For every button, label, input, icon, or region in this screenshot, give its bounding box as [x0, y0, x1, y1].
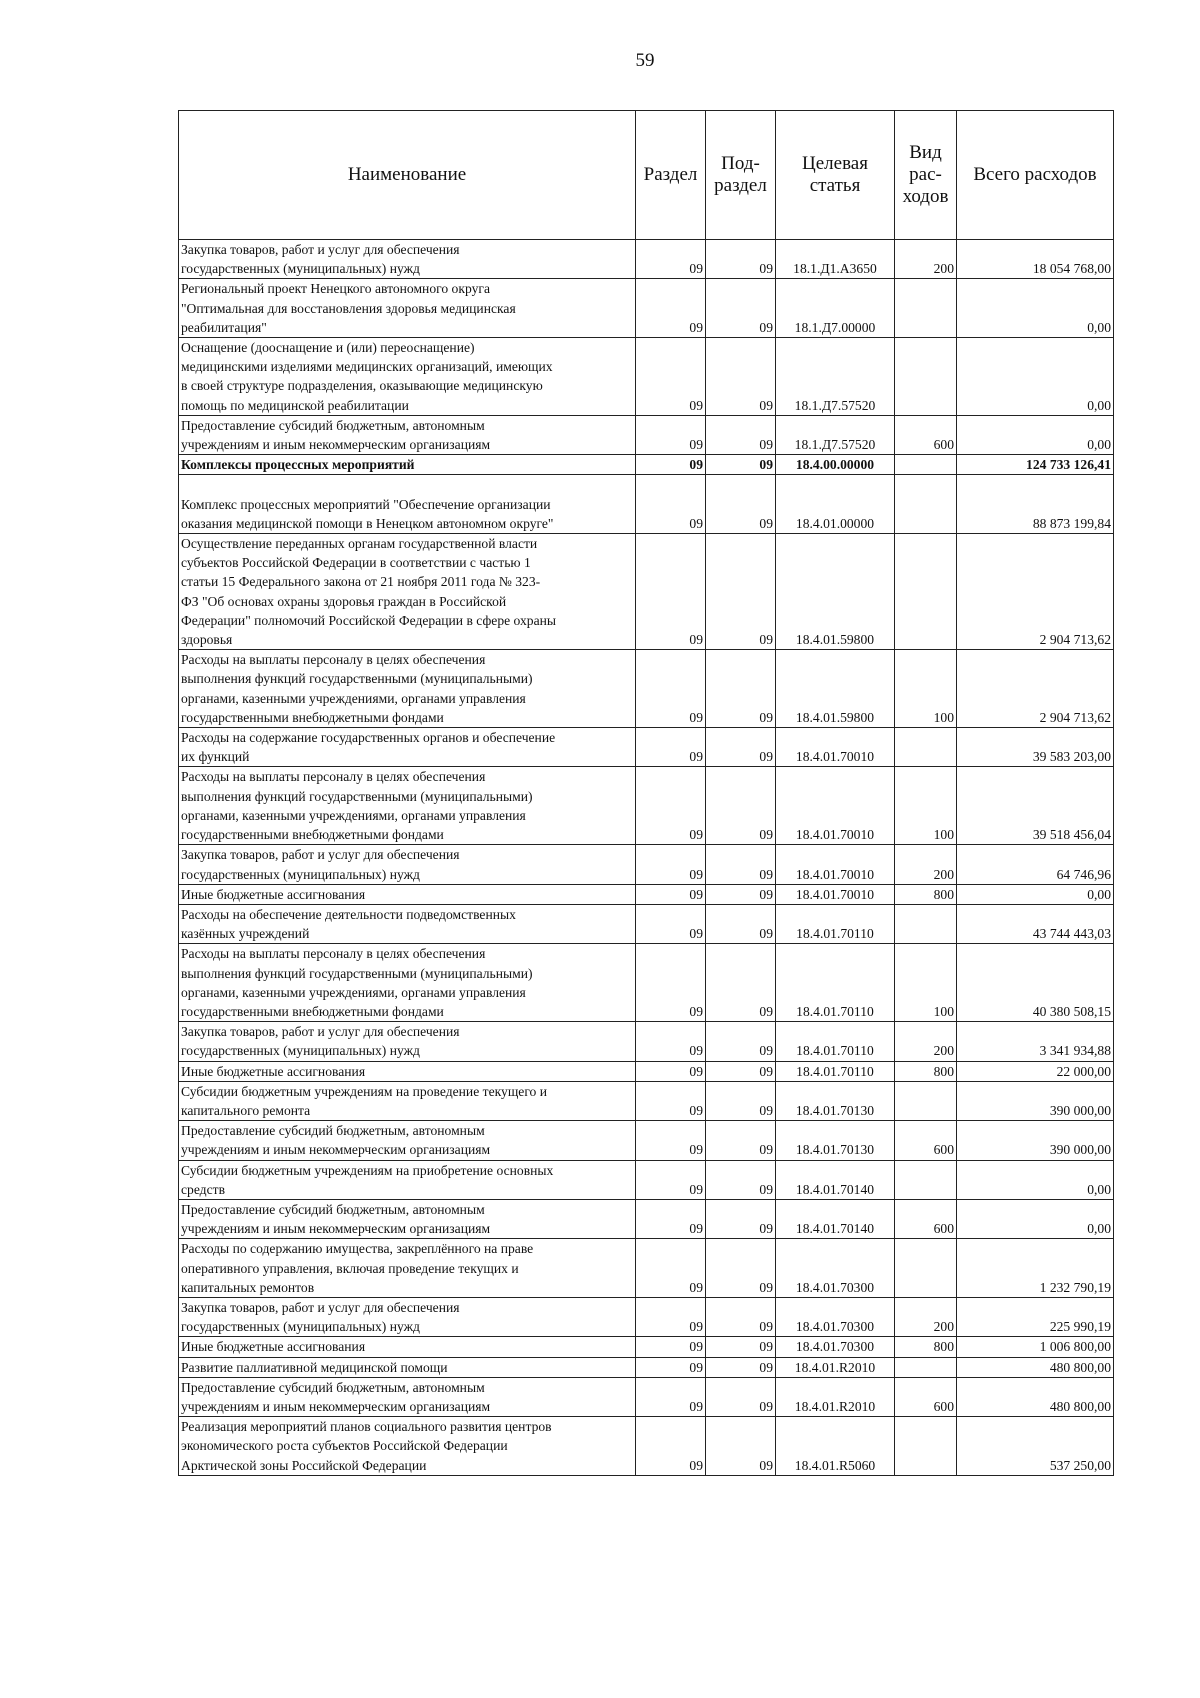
row-section-cell: 09: [636, 1417, 706, 1476]
row-total-cell: 480 800,00: [957, 1377, 1114, 1416]
row-subsection-cell: 09: [706, 845, 776, 884]
row-subsection-cell: 09: [706, 767, 776, 845]
table-row: [179, 1160, 1114, 1199]
row-subsection-cell: 09: [706, 534, 776, 650]
table-row: [179, 240, 1114, 279]
table-row: [179, 944, 1114, 1022]
row-total-cell: 0,00: [957, 338, 1114, 416]
row-expense-type-cell: 100: [895, 944, 957, 1022]
row-total-cell: 2 904 713,62: [957, 650, 1114, 728]
table-row: [179, 845, 1114, 884]
row-expense-type-cell: 800: [895, 1061, 957, 1081]
row-expense-type-cell: 800: [895, 884, 957, 904]
table-row: [179, 279, 1114, 338]
row-section-cell: 09: [636, 767, 706, 845]
row-total-cell: 537 250,00: [957, 1417, 1114, 1476]
row-total-cell: 64 746,96: [957, 845, 1114, 884]
row-subsection-cell: 09: [706, 1357, 776, 1377]
row-target-article-cell: 18.1.Д7.00000: [776, 279, 895, 338]
row-target-article-cell: 18.1.Д7.57520: [776, 338, 895, 416]
row-name-cell: Закупка товаров, работ и услуг для обеспечения государственных (муниципальных) нужд: [179, 1297, 636, 1336]
row-expense-type-cell: 600: [895, 1377, 957, 1416]
table-row: [179, 1081, 1114, 1120]
row-section-cell: 09: [636, 1337, 706, 1357]
header-expense-type: Вид рас- ходов: [895, 111, 957, 240]
row-name-cell: Иные бюджетные ассигнования: [179, 884, 636, 904]
row-subsection-cell: 09: [706, 415, 776, 454]
row-section-cell: 09: [636, 1357, 706, 1377]
row-expense-type-cell: [895, 1357, 957, 1377]
row-expense-type-cell: [895, 455, 957, 475]
row-target-article-cell: 18.4.01.00000: [776, 475, 895, 534]
row-subsection-cell: 09: [706, 1061, 776, 1081]
row-total-cell: 40 380 508,15: [957, 944, 1114, 1022]
row-total-cell: 0,00: [957, 1160, 1114, 1199]
row-target-article-cell: 18.4.01.70010: [776, 767, 895, 845]
row-expense-type-cell: 200: [895, 845, 957, 884]
row-name-cell: Расходы по содержанию имущества, закреплённого на праве оперативного управления, включая проведение текущих и капитальных ремонтов: [179, 1239, 636, 1298]
row-section-cell: 09: [636, 534, 706, 650]
table-row: [179, 1357, 1114, 1377]
row-subsection-cell: 09: [706, 904, 776, 943]
row-target-article-cell: 18.4.01.70140: [776, 1160, 895, 1199]
row-subsection-cell: 09: [706, 240, 776, 279]
header-target-article: Целевая статья: [776, 111, 895, 240]
row-expense-type-cell: [895, 1239, 957, 1298]
row-subsection-cell: 09: [706, 1239, 776, 1298]
row-subsection-cell: 09: [706, 1199, 776, 1238]
row-total-cell: 1 232 790,19: [957, 1239, 1114, 1298]
table-row: [179, 884, 1114, 904]
table-row: [179, 1337, 1114, 1357]
row-subsection-cell: 09: [706, 944, 776, 1022]
row-section-cell: 09: [636, 1239, 706, 1298]
table-row: [179, 475, 1114, 534]
row-expense-type-cell: [895, 1417, 957, 1476]
budget-table: [178, 110, 1114, 1476]
row-total-cell: 124 733 126,41: [957, 455, 1114, 475]
row-section-cell: 09: [636, 650, 706, 728]
row-subsection-cell: 09: [706, 728, 776, 767]
row-total-cell: 39 518 456,04: [957, 767, 1114, 845]
row-expense-type-cell: 200: [895, 1022, 957, 1061]
row-name-cell: Комплексы процессных мероприятий: [179, 455, 636, 475]
header-section: Раздел: [636, 111, 706, 240]
row-subsection-cell: 09: [706, 455, 776, 475]
row-expense-type-cell: [895, 534, 957, 650]
row-total-cell: 390 000,00: [957, 1081, 1114, 1120]
row-name-cell: Расходы на выплаты персоналу в целях обеспечения выполнения функций государственными (муниципальными) органами, казенными учреждениями, органами управления государственными внебюджетными фондами: [179, 944, 636, 1022]
row-name-cell: Предоставление субсидий бюджетным, автономным учреждениям и иным некоммерческим организациям: [179, 415, 636, 454]
row-expense-type-cell: 100: [895, 767, 957, 845]
row-name-cell: Иные бюджетные ассигнования: [179, 1061, 636, 1081]
row-section-cell: 09: [636, 475, 706, 534]
row-section-cell: 09: [636, 944, 706, 1022]
row-expense-type-cell: 800: [895, 1337, 957, 1357]
table-header-row: [179, 111, 1114, 240]
row-section-cell: 09: [636, 240, 706, 279]
row-section-cell: 09: [636, 338, 706, 416]
row-section-cell: 09: [636, 884, 706, 904]
row-total-cell: 39 583 203,00: [957, 728, 1114, 767]
row-name-cell: Закупка товаров, работ и услуг для обеспечения государственных (муниципальных) нужд: [179, 845, 636, 884]
row-name-cell: Расходы на обеспечение деятельности подведомственных казённых учреждений: [179, 904, 636, 943]
table-row: [179, 1417, 1114, 1476]
row-subsection-cell: 09: [706, 1160, 776, 1199]
row-subsection-cell: 09: [706, 1022, 776, 1061]
row-total-cell: 225 990,19: [957, 1297, 1114, 1336]
row-section-cell: 09: [636, 728, 706, 767]
row-total-cell: 390 000,00: [957, 1121, 1114, 1160]
row-expense-type-cell: [895, 728, 957, 767]
row-total-cell: 18 054 768,00: [957, 240, 1114, 279]
header-name: Наименование: [179, 111, 636, 240]
row-subsection-cell: 09: [706, 650, 776, 728]
row-expense-type-cell: [895, 279, 957, 338]
table-row: [179, 455, 1114, 475]
row-name-cell: Реализация мероприятий планов социального развития центров экономического роста субъектов Российской Федерации Арктической зоны Российской Федерации: [179, 1417, 636, 1476]
row-section-cell: 09: [636, 1377, 706, 1416]
table-row: [179, 767, 1114, 845]
row-target-article-cell: 18.4.01.70010: [776, 728, 895, 767]
row-target-article-cell: 18.4.01.R2010: [776, 1357, 895, 1377]
row-target-article-cell: 18.4.01.70300: [776, 1337, 895, 1357]
table-row: [179, 1239, 1114, 1298]
table-row: [179, 728, 1114, 767]
row-expense-type-cell: 600: [895, 415, 957, 454]
table-row: [179, 338, 1114, 416]
row-name-cell: Предоставление субсидий бюджетным, автономным учреждениям и иным некоммерческим организациям: [179, 1377, 636, 1416]
row-total-cell: 88 873 199,84: [957, 475, 1114, 534]
table-row: [179, 1377, 1114, 1416]
row-expense-type-cell: [895, 1081, 957, 1120]
row-section-cell: 09: [636, 1199, 706, 1238]
row-target-article-cell: 18.4.01.70110: [776, 904, 895, 943]
row-name-cell: Иные бюджетные ассигнования: [179, 1337, 636, 1357]
row-name-cell: Предоставление субсидий бюджетным, автономным учреждениям и иным некоммерческим организациям: [179, 1121, 636, 1160]
row-target-article-cell: 18.4.01.70300: [776, 1239, 895, 1298]
table-row: [179, 1022, 1114, 1061]
row-name-cell: Развитие паллиативной медицинской помощи: [179, 1357, 636, 1377]
row-expense-type-cell: [895, 475, 957, 534]
row-name-cell: Закупка товаров, работ и услуг для обеспечения государственных (муниципальных) нужд: [179, 240, 636, 279]
row-name-cell: Субсидии бюджетным учреждениям на приобретение основных средств: [179, 1160, 636, 1199]
row-subsection-cell: 09: [706, 1081, 776, 1120]
row-section-cell: 09: [636, 845, 706, 884]
row-name-cell: Предоставление субсидий бюджетным, автономным учреждениям и иным некоммерческим организациям: [179, 1199, 636, 1238]
table-row: [179, 1121, 1114, 1160]
row-subsection-cell: 09: [706, 279, 776, 338]
row-subsection-cell: 09: [706, 1417, 776, 1476]
row-section-cell: 09: [636, 1081, 706, 1120]
row-total-cell: 43 744 443,03: [957, 904, 1114, 943]
row-name-cell: Закупка товаров, работ и услуг для обеспечения государственных (муниципальных) нужд: [179, 1022, 636, 1061]
row-total-cell: 0,00: [957, 279, 1114, 338]
row-name-cell: Комплекс процессных мероприятий "Обеспечение организации оказания медицинской помощи в Ненецком автономном округе": [179, 475, 636, 534]
row-total-cell: 22 000,00: [957, 1061, 1114, 1081]
row-total-cell: 1 006 800,00: [957, 1337, 1114, 1357]
row-target-article-cell: 18.4.01.70010: [776, 884, 895, 904]
row-target-article-cell: 18.4.01.59800: [776, 534, 895, 650]
row-section-cell: 09: [636, 455, 706, 475]
row-expense-type-cell: [895, 338, 957, 416]
row-name-cell: Расходы на содержание государственных органов и обеспечение их функций: [179, 728, 636, 767]
row-name-cell: Осуществление переданных органам государственной власти субъектов Российской Федерации в соответствии с частью 1 статьи 15 Федерального закона от 21 ноября 2011 года № 323- ФЗ "Об основах охраны здоровья граждан в Российской Федерации" полномочий Российской Федерации в сфере охраны здоровья: [179, 534, 636, 650]
row-total-cell: 3 341 934,88: [957, 1022, 1114, 1061]
row-target-article-cell: 18.4.01.R2010: [776, 1377, 895, 1416]
row-name-cell: Субсидии бюджетным учреждениям на проведение текущего и капитального ремонта: [179, 1081, 636, 1120]
row-target-article-cell: 18.4.01.70010: [776, 845, 895, 884]
row-name-cell: Расходы на выплаты персоналу в целях обеспечения выполнения функций государственными (муниципальными) органами, казенными учреждениями, органами управления государственными внебюджетными фондами: [179, 767, 636, 845]
table-row: [179, 1297, 1114, 1336]
row-subsection-cell: 09: [706, 1337, 776, 1357]
header-subsection: Под- раздел: [706, 111, 776, 240]
row-target-article-cell: 18.4.01.70140: [776, 1199, 895, 1238]
row-target-article-cell: 18.4.01.R5060: [776, 1417, 895, 1476]
row-target-article-cell: 18.4.01.59800: [776, 650, 895, 728]
row-expense-type-cell: [895, 904, 957, 943]
row-subsection-cell: 09: [706, 1297, 776, 1336]
row-total-cell: 2 904 713,62: [957, 534, 1114, 650]
row-section-cell: 09: [636, 904, 706, 943]
row-expense-type-cell: 600: [895, 1121, 957, 1160]
row-target-article-cell: 18.4.01.70110: [776, 1022, 895, 1061]
table-row: [179, 534, 1114, 650]
row-subsection-cell: 09: [706, 1377, 776, 1416]
row-section-cell: 09: [636, 1061, 706, 1081]
row-section-cell: 09: [636, 279, 706, 338]
page-number: 59: [635, 50, 655, 71]
row-total-cell: 0,00: [957, 884, 1114, 904]
row-subsection-cell: 09: [706, 884, 776, 904]
row-subsection-cell: 09: [706, 475, 776, 534]
row-name-cell: Расходы на выплаты персоналу в целях обеспечения выполнения функций государственными (муниципальными) органами, казенными учреждениями, органами управления государственными внебюджетными фондами: [179, 650, 636, 728]
row-target-article-cell: 18.4.01.70130: [776, 1121, 895, 1160]
row-target-article-cell: 18.4.01.70110: [776, 944, 895, 1022]
row-target-article-cell: 18.4.01.70300: [776, 1297, 895, 1336]
row-expense-type-cell: [895, 1160, 957, 1199]
table-row: [179, 1199, 1114, 1238]
row-name-cell: Оснащение (дооснащение и (или) переоснащение) медицинскими изделиями медицинских организаций, имеющих в своей структуре подразделения, оказывающие медицинскую помощь по медицинской реабилитации: [179, 338, 636, 416]
row-expense-type-cell: 200: [895, 240, 957, 279]
row-total-cell: 0,00: [957, 415, 1114, 454]
row-target-article-cell: 18.4.01.70130: [776, 1081, 895, 1120]
row-section-cell: 09: [636, 415, 706, 454]
row-target-article-cell: 18.1.Д1.А3650: [776, 240, 895, 279]
table-row: [179, 415, 1114, 454]
row-section-cell: 09: [636, 1297, 706, 1336]
row-section-cell: 09: [636, 1160, 706, 1199]
row-section-cell: 09: [636, 1022, 706, 1061]
row-subsection-cell: 09: [706, 1121, 776, 1160]
header-total-expenses: Всего расходов: [957, 111, 1114, 240]
table-row: [179, 650, 1114, 728]
table-row: [179, 904, 1114, 943]
row-name-cell: Региональный проект Ненецкого автономного округа "Оптимальная для восстановления здоровья медицинская реабилитация": [179, 279, 636, 338]
row-target-article-cell: 18.1.Д7.57520: [776, 415, 895, 454]
row-expense-type-cell: 200: [895, 1297, 957, 1336]
row-target-article-cell: 18.4.00.00000: [776, 455, 895, 475]
row-subsection-cell: 09: [706, 338, 776, 416]
row-target-article-cell: 18.4.01.70110: [776, 1061, 895, 1081]
row-expense-type-cell: 100: [895, 650, 957, 728]
row-section-cell: 09: [636, 1121, 706, 1160]
table-row: [179, 1061, 1114, 1081]
row-total-cell: 480 800,00: [957, 1357, 1114, 1377]
row-expense-type-cell: 600: [895, 1199, 957, 1238]
row-total-cell: 0,00: [957, 1199, 1114, 1238]
